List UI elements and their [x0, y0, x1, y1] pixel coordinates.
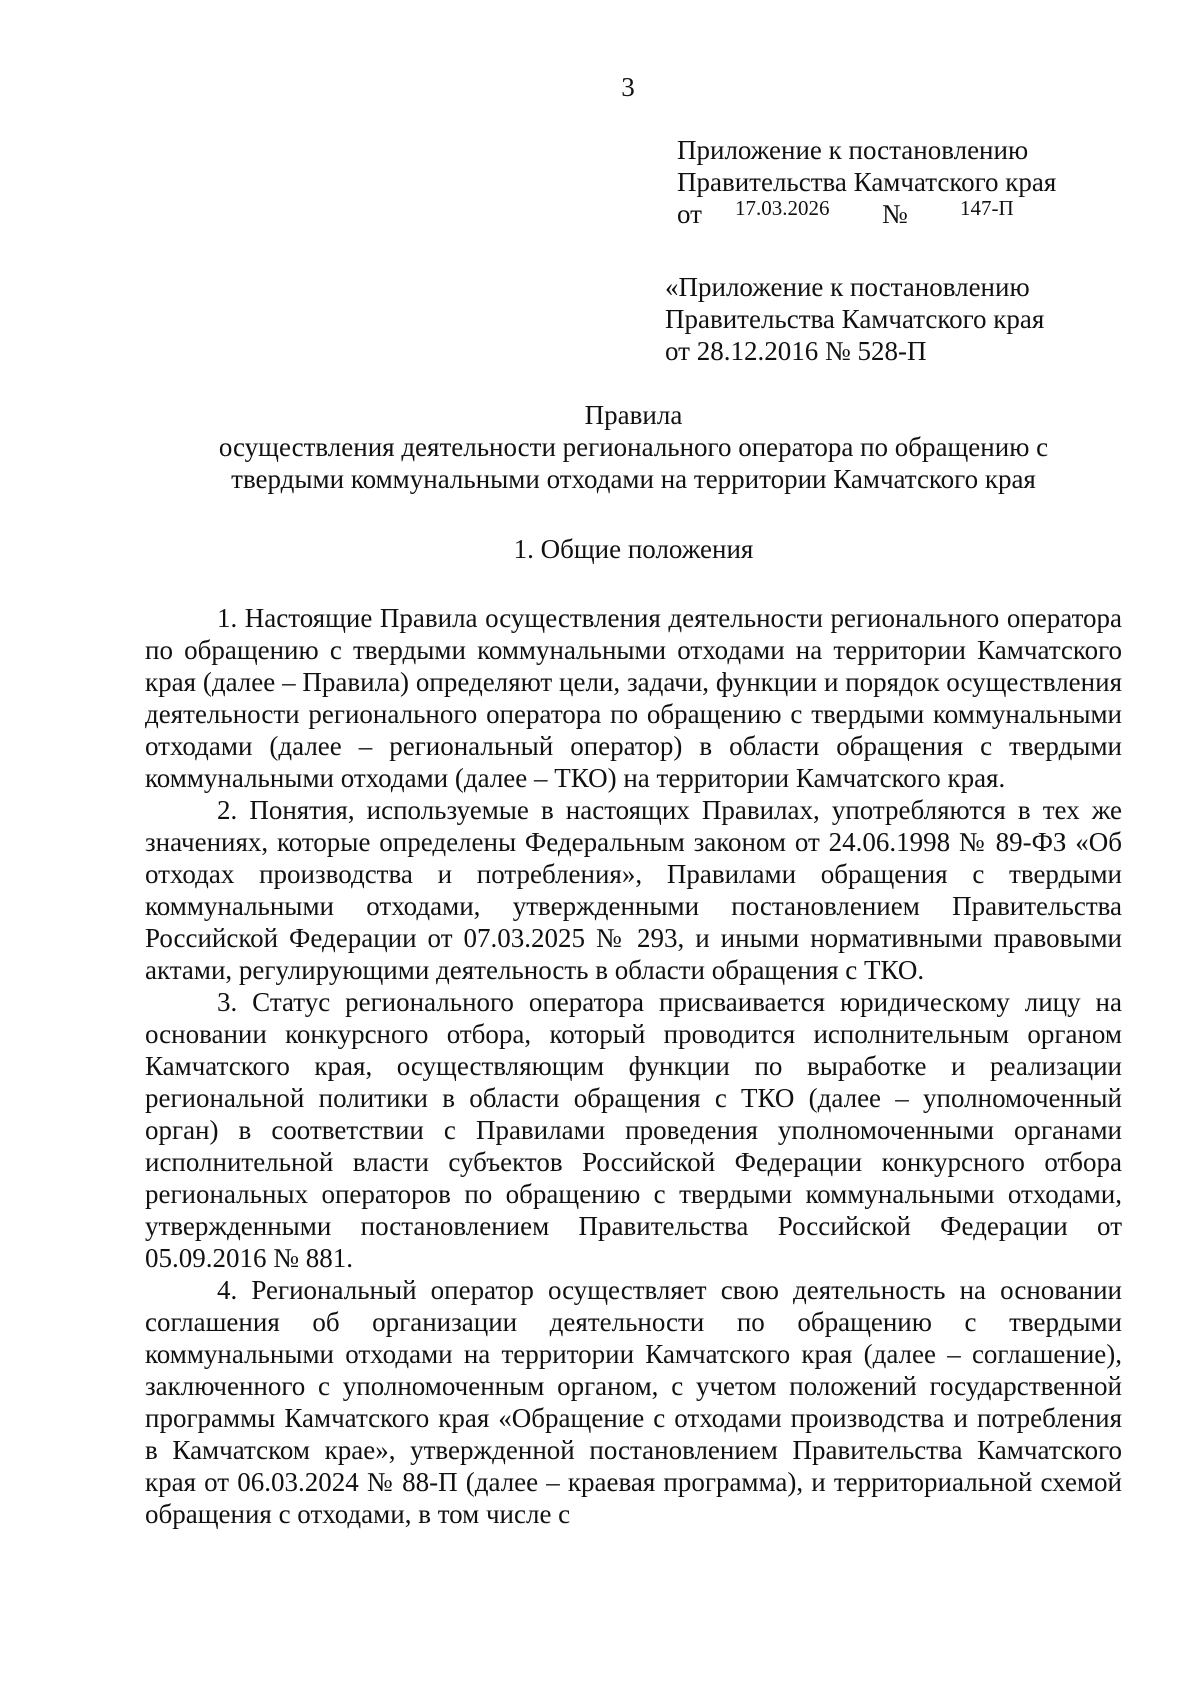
attachment-current-block [677, 134, 1056, 230]
title-line3: твердыми коммунальными отходами на территории Камчатского края [231, 464, 1036, 494]
paragraph-4: 4. Региональный оператор осуществляет свою деятельность на основании соглашения об организации деятельности по обращению с твердыми коммунальными отходами на территории Камчатского края (далее – соглашение), заключенного с уполномоченным органом, с учетом положений государственной программы Камчатского края «Обращение с отходами производства и потребления в Камчатском крае», утвержденной постановлением Правительства Камчатского края от 06.03.2024 № 88-П (далее – краевая программа), и территориальной схемой обращения с отходами, в том числе с [145, 1275, 1122, 1529]
number-sign: № [882, 199, 908, 229]
body-text [145, 602, 1122, 1530]
date-prefix: от [677, 199, 702, 229]
page-number: 3 [621, 72, 635, 102]
document-title [145, 399, 1122, 495]
decree-date: 17.03.2026 [735, 196, 830, 220]
title-line2: осуществления деятельности регионального оператора по обращению с [218, 432, 1049, 462]
decree-number: 147-П [960, 196, 1014, 220]
attachment-original-line2: Правительства Камчатского края [665, 304, 1045, 334]
attachment-current-line2: Правительства Камчатского края [677, 167, 1057, 197]
attachment-current-line1: Приложение к постановлению [677, 135, 1029, 165]
attachment-original-line3: от 28.12.2016 № 528-П [665, 336, 927, 366]
paragraph-3: 3. Статус регионального оператора присваивается юридическому лицу на основании конкурсного отбора, который проводится исполнительным органом Камчатского края, осуществляющим функции по выработке и реализации региональной политики в области обращения с ТКО (далее – уполномоченный орган) в соответствии с Правилами проведения уполномоченными органами исполнительной власти субъектов Российской Федерации конкурсного отбора региональных операторов по обращению с твердыми коммунальными отходами, утвержденными постановлением Правительства Российской Федерации от 05.09.2016 № 881. [145, 987, 1122, 1273]
paragraph-1: 1. Настоящие Правила осуществления деятельности регионального оператора по обращению с твердыми коммунальными отходами на территории Камчатского края (далее – Правила) определяют цели, задачи, функции и порядок осуществления деятельности регионального оператора по обращению с твердыми коммунальными отходами (далее – региональный оператор) в области обращения с твердыми коммунальными отходами (далее – ТКО) на территории Камчатского края. [145, 603, 1122, 793]
attachment-current-date-line [677, 198, 1056, 230]
title-line1: Правила [584, 400, 683, 430]
attachment-original-block [665, 271, 1044, 367]
attachment-original-line1: «Приложение к постановлению [665, 272, 1030, 302]
paragraph-2: 2. Понятия, используемые в настоящих Правилах, употребляются в тех же значениях, которые определены Федеральным законом от 24.06.1998 № 89-ФЗ «Об отходах производства и потребления», Правилами обращения с твердыми коммунальными отходами, утвержденными постановлением Правительства Российской Федерации от 07.03.2025 № 293, и иными нормативными правовыми актами, регулирующими деятельность в области обращения с ТКО. [145, 795, 1122, 985]
section-heading: 1. Общие положения [513, 534, 754, 564]
